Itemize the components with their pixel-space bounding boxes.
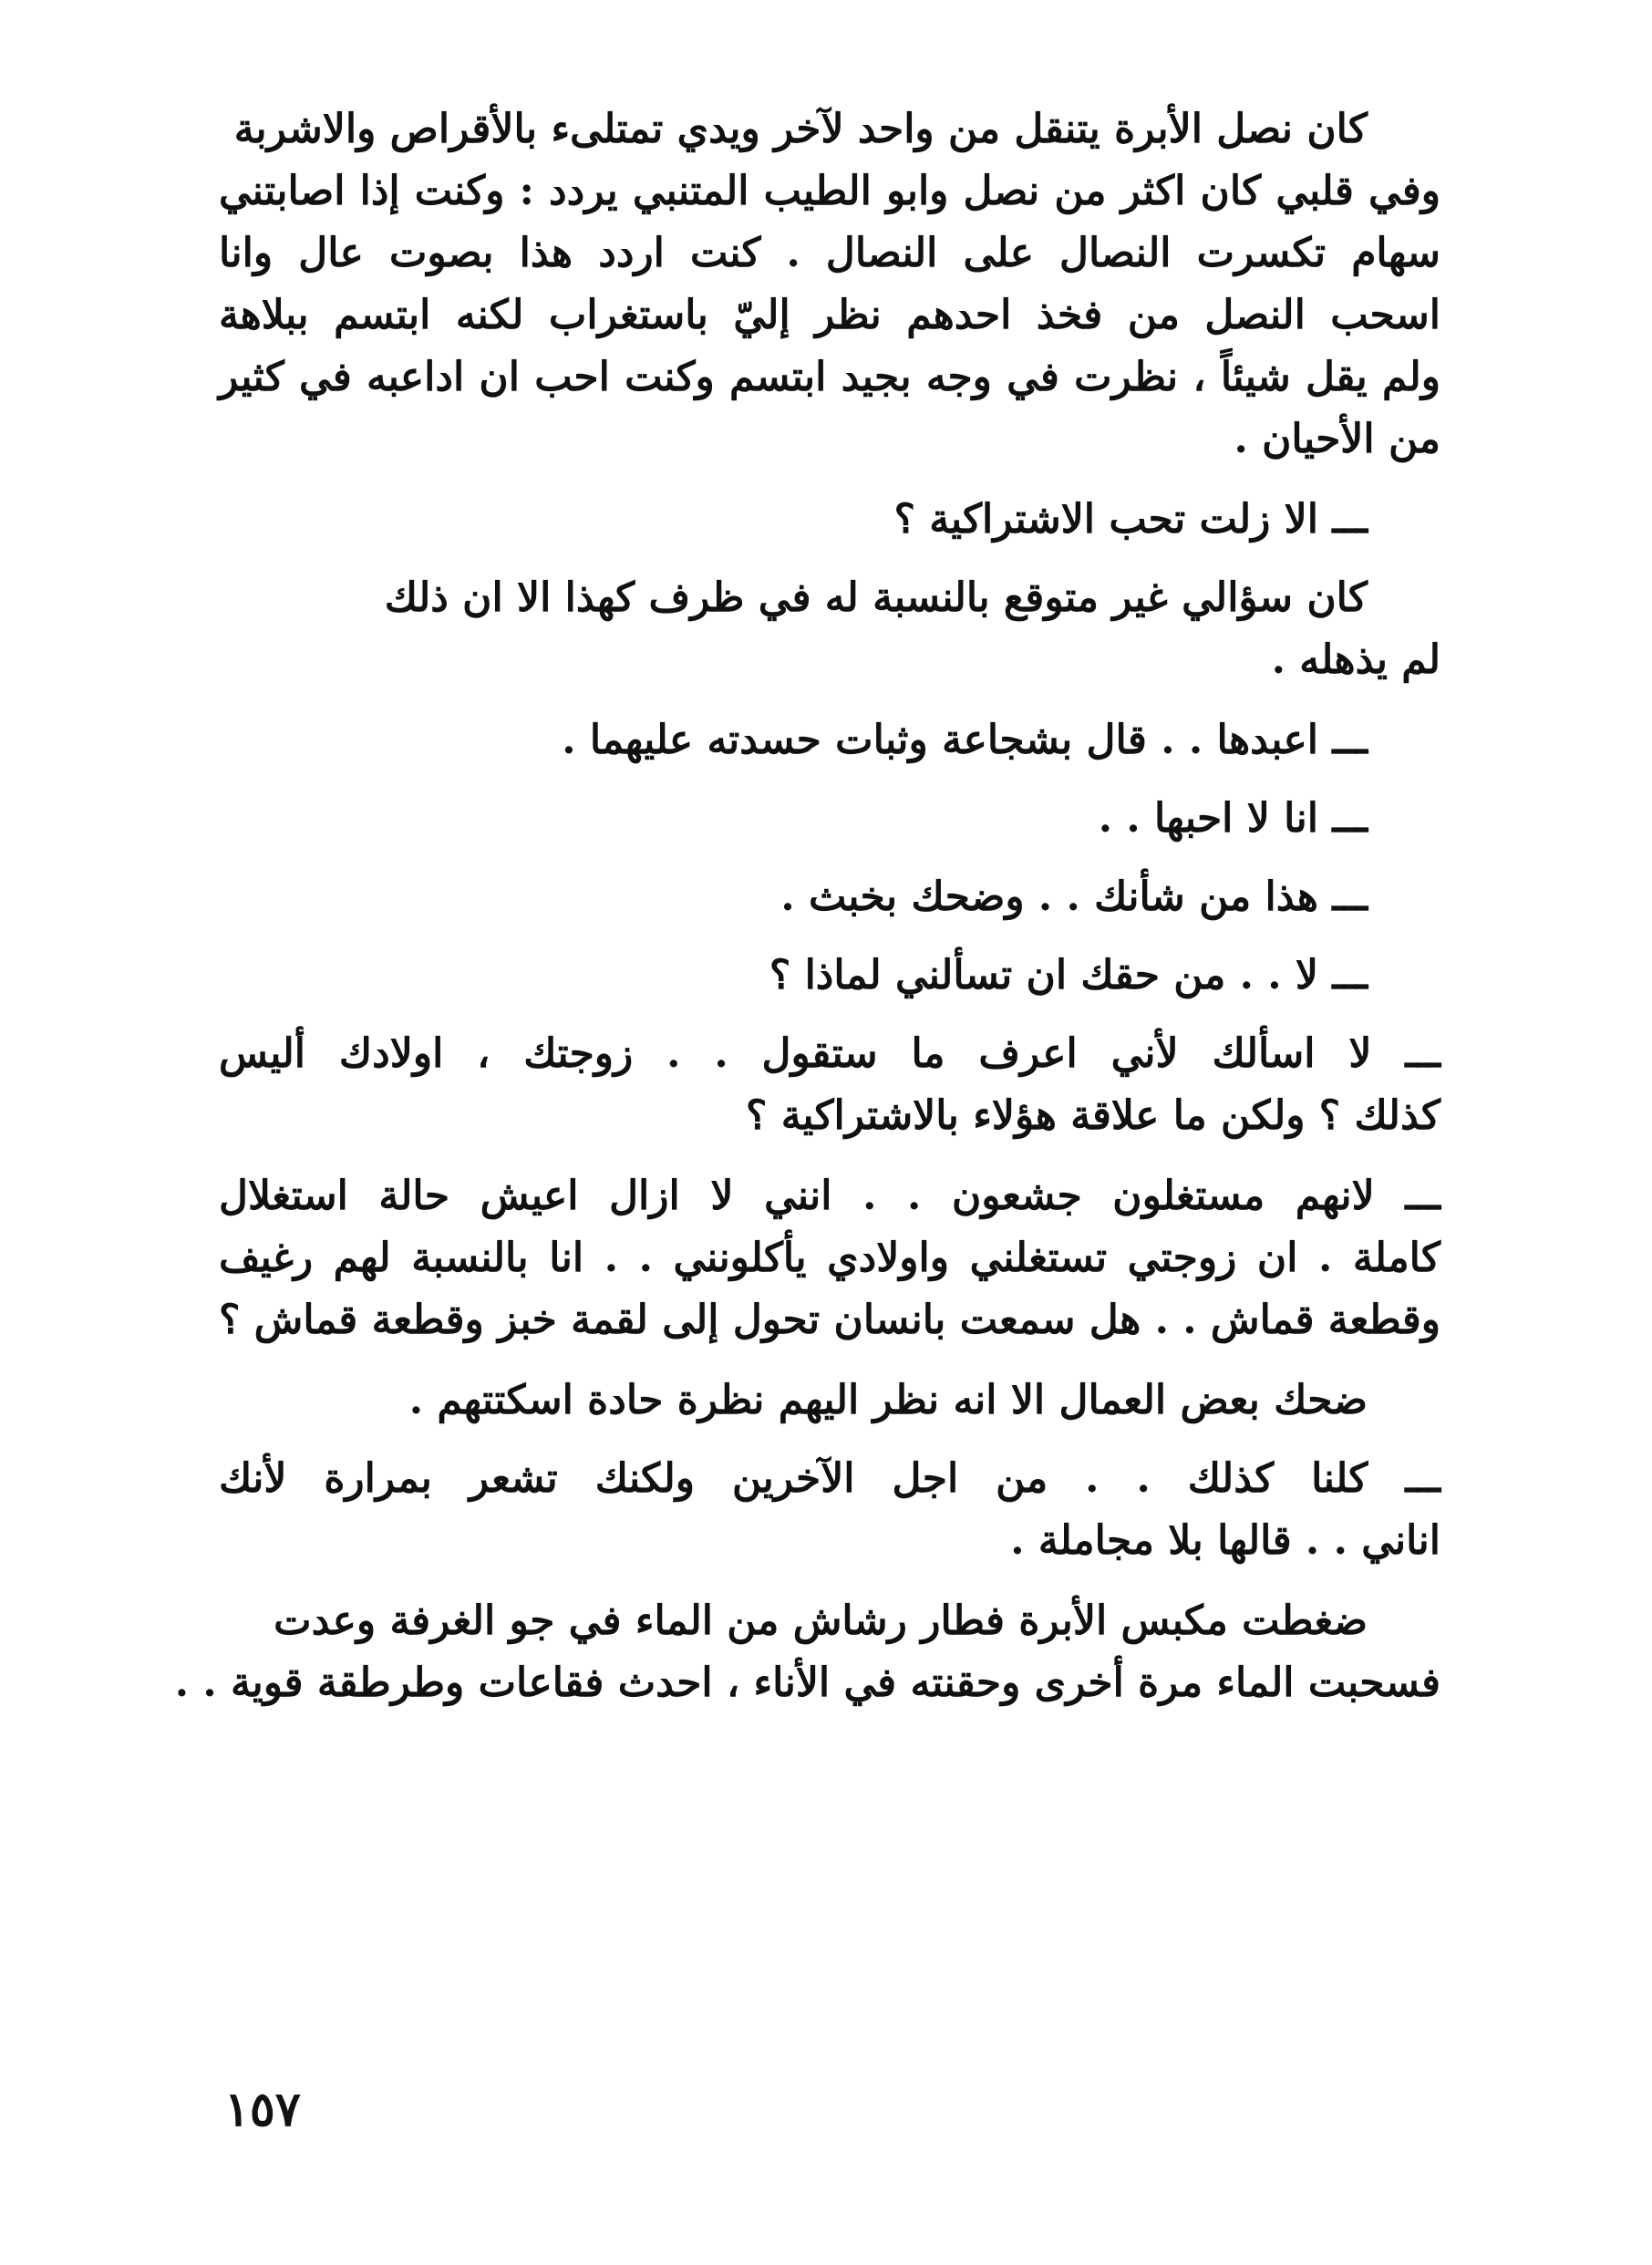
text-line: سهام تكسرت النصال على النصال . كنت اردد هذا بصوت عال وانا xyxy=(219,230,1440,276)
dialogue-line: ـــ لا . . من حقك ان تسألني لماذا ؟ xyxy=(769,952,1368,998)
text-line: اناني . . قالها بلا مجاملة . xyxy=(1010,1517,1440,1564)
text-line: ولم يقل شيئاً ، نظرت في وجه بجيد ابتسم وكنت احب ان اداعبه في كثير xyxy=(219,354,1440,400)
dialogue-line: ـــ لا اسألك لأني اعرف ما ستقول . . زوجتك ، اولادك أليس xyxy=(219,1030,1440,1077)
text-line: كان نصل الأبرة يتنقل من واحد لآخر ويدي تمتلىء بالأقراص والاشربة xyxy=(233,106,1368,152)
text-line: وفي قلبي كان اكثر من نصل وابو الطيب المتنبي يردد : وكنت إذا اصابتني xyxy=(219,168,1440,214)
text-line: كذلك ؟ ولكن ما علاقة هؤلاء بالاشتراكية ؟ xyxy=(746,1092,1440,1139)
text-line: وقطعة قماش . . هل سمعت بانسان تحول إلى لقمة خبز وقطعة قماش ؟ xyxy=(219,1297,1440,1343)
dialogue-line: ـــ الا زلت تحب الاشتراكية ؟ xyxy=(893,496,1368,543)
text-line: كان سؤالي غير متوقع بالنسبة له في ظرف كهذا الا ان ذلك xyxy=(384,574,1368,621)
text-line: ضحك بعض العمال الا انه نظر اليهم نظرة حادة اسكتتهم . xyxy=(408,1377,1368,1423)
text-line: فسحبت الماء مرة أخرى وحقنته في الأناء ، احدث فقاعات وطرطقة قوية . . xyxy=(174,1660,1440,1706)
text-line: من الأحيان . xyxy=(1234,416,1440,462)
dialogue-line: ـــ هذا من شأنك . . وضحك بخبث . xyxy=(780,874,1368,920)
dialogue-line: ـــ لانهم مستغلون جشعون . . انني لا ازال اعيش حالة استغلال xyxy=(219,1173,1440,1219)
text-line: كاملة . ان زوجتي تستغلني واولادي يأكلونني . . انا بالنسبة لهم رغيف xyxy=(219,1235,1440,1281)
page-number: ١٥٧ xyxy=(224,2082,301,2137)
dialogue-line: ـــ انا لا احبها . . xyxy=(1098,795,1368,842)
dialogue-line: ـــ اعبدها . . قال بشجاعة وثبات حسدته عليهما . xyxy=(562,717,1368,763)
book-page xyxy=(174,100,1440,2198)
text-line: لم يذهله . xyxy=(1271,636,1440,683)
text-line: ضغطت مكبس الأبرة فطار رشاش من الماء في جو الغرفة وعدت xyxy=(274,1598,1368,1644)
text-line: اسحب النصل من فخذ احدهم نظر إليّ باستغراب لكنه ابتسم ببلاهة xyxy=(219,292,1440,338)
dialogue-line: ـــ كلنا كذلك . . من اجل الآخرين ولكنك تشعر بمرارة لأنك xyxy=(219,1455,1440,1502)
